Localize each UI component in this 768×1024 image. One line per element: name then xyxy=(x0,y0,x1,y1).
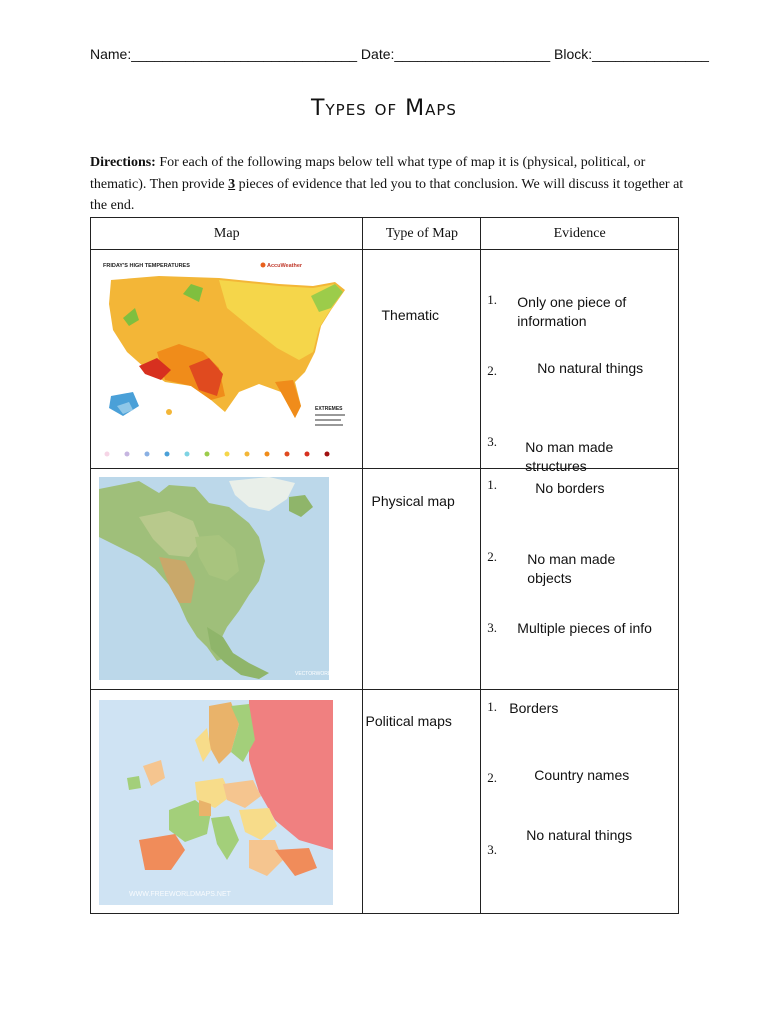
evidence-text: No natural things xyxy=(526,827,633,843)
temperature-map-extremes: EXTREMES xyxy=(315,406,343,412)
evidence-number: 2. xyxy=(487,549,498,564)
evidence-text: No borders xyxy=(535,480,605,496)
evidence-number: 3. xyxy=(487,434,498,449)
evidence-text: Multiple pieces of info xyxy=(517,620,652,636)
temperature-map-brand: AccuWeather xyxy=(267,263,303,269)
evidence-number: 3. xyxy=(487,842,498,857)
temperature-map-graphic xyxy=(99,256,357,460)
directions-text-before: For each of the following maps below tell what type of map it is (physical, political, or thematic). Then provide xyxy=(90,155,646,192)
map-cell xyxy=(91,250,363,469)
type-cell xyxy=(363,250,481,469)
table-row xyxy=(91,690,679,914)
type-cell xyxy=(363,469,481,690)
evidence-number: 1. xyxy=(487,699,498,714)
maps-table xyxy=(90,217,679,914)
page-title: Types of Maps xyxy=(311,96,457,121)
header-type: Type of Map xyxy=(363,218,481,250)
evidence-number: 1. xyxy=(487,292,498,307)
political-map-image xyxy=(99,700,333,905)
map-cell xyxy=(91,690,363,914)
evidence-text: Borders xyxy=(509,700,559,716)
temperature-map-heading: FRIDAY'S HIGH TEMPERATURES xyxy=(103,263,190,269)
evidence-text: No man made objects xyxy=(527,551,616,586)
evidence-number: 1. xyxy=(487,477,498,492)
physical-map-watermark: VECTORWORLD xyxy=(295,671,335,677)
table-row xyxy=(91,250,679,469)
evidence-cell xyxy=(481,469,679,690)
table-row xyxy=(91,469,679,690)
directions xyxy=(90,152,690,217)
map-type-label: Physical map xyxy=(371,493,455,509)
header-fields: Name:_____________________________ Date:____________________ Block:_______________ xyxy=(90,46,709,62)
map-type-label: Political maps xyxy=(365,713,452,729)
political-map-watermark: WWW.FREEWORLDMAPS.NET xyxy=(129,891,231,898)
temperature-map-image xyxy=(99,256,357,460)
evidence-number: 2. xyxy=(487,770,498,785)
evidence-number: 3. xyxy=(487,620,498,635)
header-evidence: Evidence xyxy=(481,218,679,250)
physical-map-image xyxy=(99,477,335,680)
map-cell xyxy=(91,469,363,690)
directions-emphasis: 3 xyxy=(228,176,236,192)
table-header-row xyxy=(91,218,679,250)
evidence-text: No man made structures xyxy=(525,439,614,474)
evidence-text: Country names xyxy=(534,767,630,783)
type-cell xyxy=(363,690,481,914)
directions-text-after: pieces of evidence that led you to that conclusion. We will discuss it together at the end. xyxy=(90,176,684,213)
map-type-label: Thematic xyxy=(381,307,440,323)
evidence-text: Only one piece of information xyxy=(517,294,627,329)
header-map: Map xyxy=(91,218,363,250)
directions-label: Directions: xyxy=(90,155,156,170)
physical-map-graphic xyxy=(99,477,335,680)
evidence-text: No natural things xyxy=(537,360,644,376)
evidence-number: 2. xyxy=(487,363,498,378)
evidence-cell xyxy=(481,690,679,914)
evidence-cell xyxy=(481,250,679,474)
political-map-graphic xyxy=(99,700,333,905)
